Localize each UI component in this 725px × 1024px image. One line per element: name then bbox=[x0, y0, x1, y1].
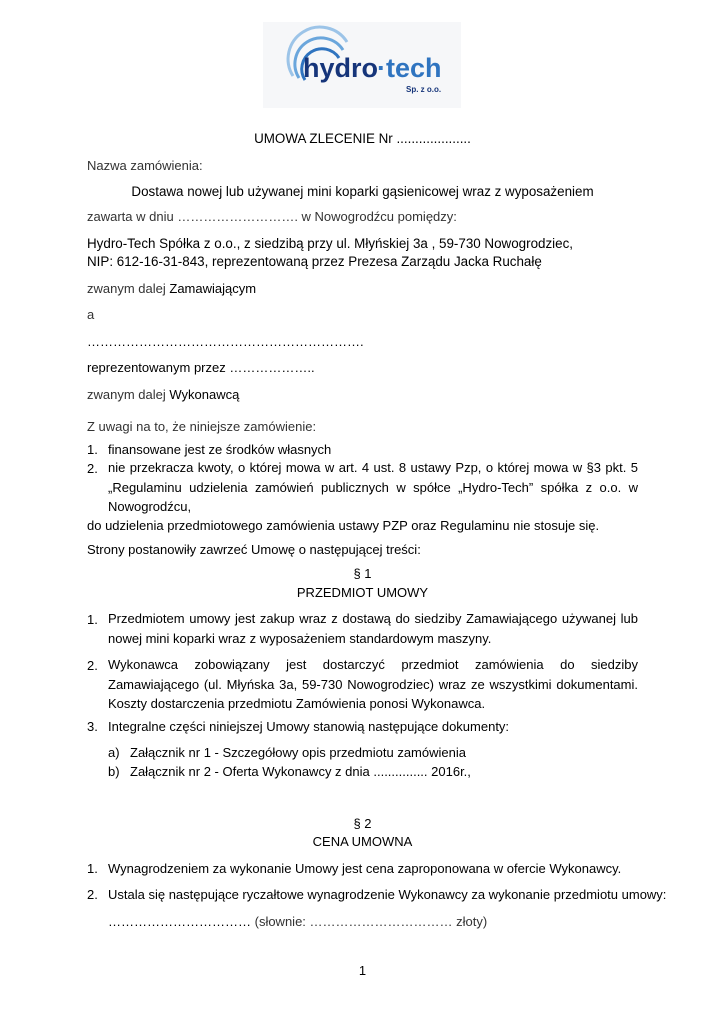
contractor-name: Wykonawcą bbox=[169, 387, 240, 402]
contract-title: UMOWA ZLECENIE Nr .................... bbox=[254, 131, 471, 146]
company-logo bbox=[263, 22, 461, 108]
section2-mark: § 2 bbox=[353, 816, 372, 831]
considering-item-1-num: 1. bbox=[87, 442, 98, 457]
considering-item-2-num: 2. bbox=[87, 461, 98, 476]
amount-placeholder: …………………………… bbox=[108, 914, 251, 929]
concluded-line: zawarta w dniu ………………………. w Nowogrodźcu pomiędzy: bbox=[87, 209, 457, 224]
s1-item-1: Przedmiotem umowy jest zakup wraz z dostawą do siedziby Zamawiającego używanej lub nowej mini koparki wraz z wyposażeniem standardowym maszyny. bbox=[108, 611, 638, 646]
order-name: Dostawa nowej lub używanej mini koparki gąsienicowej wraz z wyposażeniem bbox=[131, 184, 594, 199]
considering-item-2: nie przekracza kwoty, o której mowa w art. 4 ust. 8 ustawy Pzp, o której mowa w §3 pkt. 5 „Regulaminu udzielenia zamówień publicznych w spółce „Hydro-Tech” spółka z o.o. w Nowogrodźcu, bbox=[108, 460, 638, 514]
contractor-placeholder: ………………………………………………………. bbox=[87, 334, 364, 349]
s1-item-3: Integralne części niniejszej Umowy stanowią następujące dokumenty: bbox=[108, 719, 510, 734]
s2-item-2-num: 2. bbox=[87, 887, 98, 902]
amount-words: (słownie: …………………………… złoty) bbox=[251, 914, 488, 929]
s1-item-2-num: 2. bbox=[87, 658, 98, 673]
s2-item-2: Ustala się następujące ryczałtowe wynagrodzenie Wykonawcy za wykonanie przedmiotu umowy: bbox=[108, 887, 667, 902]
s2-amount-line bbox=[108, 913, 487, 930]
party1-line2: NIP: 612-16-31-843, reprezentowaną przez Prezesa Zarządu Jacka Ruchałę bbox=[87, 254, 542, 269]
s2-item-1: Wynagrodzeniem za wykonanie Umowy jest cena zaproponowana w ofercie Wykonawcy. bbox=[108, 861, 622, 876]
section1-mark: § 1 bbox=[353, 566, 372, 581]
called-employer-line bbox=[87, 280, 256, 297]
s1-item-3-num: 3. bbox=[87, 719, 98, 734]
section2-title: CENA UMOWNA bbox=[312, 834, 413, 849]
s1-sub-a: Załącznik nr 1 - Szczegółowy opis przedmiotu zamówienia bbox=[130, 745, 466, 760]
s1-sub-b: Załącznik nr 2 - Oferta Wykonawcy z dnia ............... 2016r., bbox=[130, 764, 471, 779]
called-contractor-line bbox=[87, 386, 239, 403]
hydro-tech-logo-icon bbox=[263, 22, 461, 108]
considering-line: Z uwagi na to, że niniejsze zamówienie: bbox=[87, 419, 317, 434]
svg-text:hydro: hydro bbox=[303, 53, 379, 83]
s1-item-1-num: 1. bbox=[87, 612, 98, 627]
s1-sub-b-num: b) bbox=[108, 764, 120, 779]
svg-text:·tech: ·tech bbox=[377, 53, 442, 83]
svg-text:Sp. z o.o.: Sp. z o.o. bbox=[406, 85, 442, 94]
conjunction-a: a bbox=[87, 307, 95, 322]
s1-item-2: Wykonawca zobowiązany jest dostarczyć przedmiot zamówienia do siedziby Zamawiającego (ul. Młyńska 3a, 59-730 Nowogrodziec) wraz ze wszystkimi dokumentami. Koszty dostarczenia przedmiotu Zamówienia ponosi Wykonawca. bbox=[108, 657, 638, 711]
called-prefix: zwanym dalej bbox=[87, 281, 170, 296]
s1-sub-a-num: a) bbox=[108, 745, 120, 760]
represented-by-line: reprezentowanym przez ……………….. bbox=[87, 360, 315, 375]
employer-name: Zamawiającym bbox=[169, 281, 257, 296]
parties-agreed: Strony postanowiły zawrzeć Umowę o następującej treści: bbox=[87, 542, 421, 557]
page-number: 1 bbox=[358, 963, 367, 978]
considering-after: do udzielenia przedmiotowego zamówienia ustawy PZP oraz Regulaminu nie stosuje się. bbox=[87, 518, 600, 533]
section1-title: PRZEDMIOT UMOWY bbox=[296, 585, 429, 600]
party1-line1: Hydro-Tech Spółka z o.o., z siedzibą przy ul. Młyńskiej 3a , 59-730 Nowogrodziec, bbox=[87, 236, 574, 251]
order-name-label: Nazwa zamówienia: bbox=[87, 158, 203, 173]
s2-item-1-num: 1. bbox=[87, 861, 98, 876]
considering-item-1: finansowane jest ze środków własnych bbox=[108, 442, 332, 457]
called-prefix-2: zwanym dalej bbox=[87, 387, 170, 402]
